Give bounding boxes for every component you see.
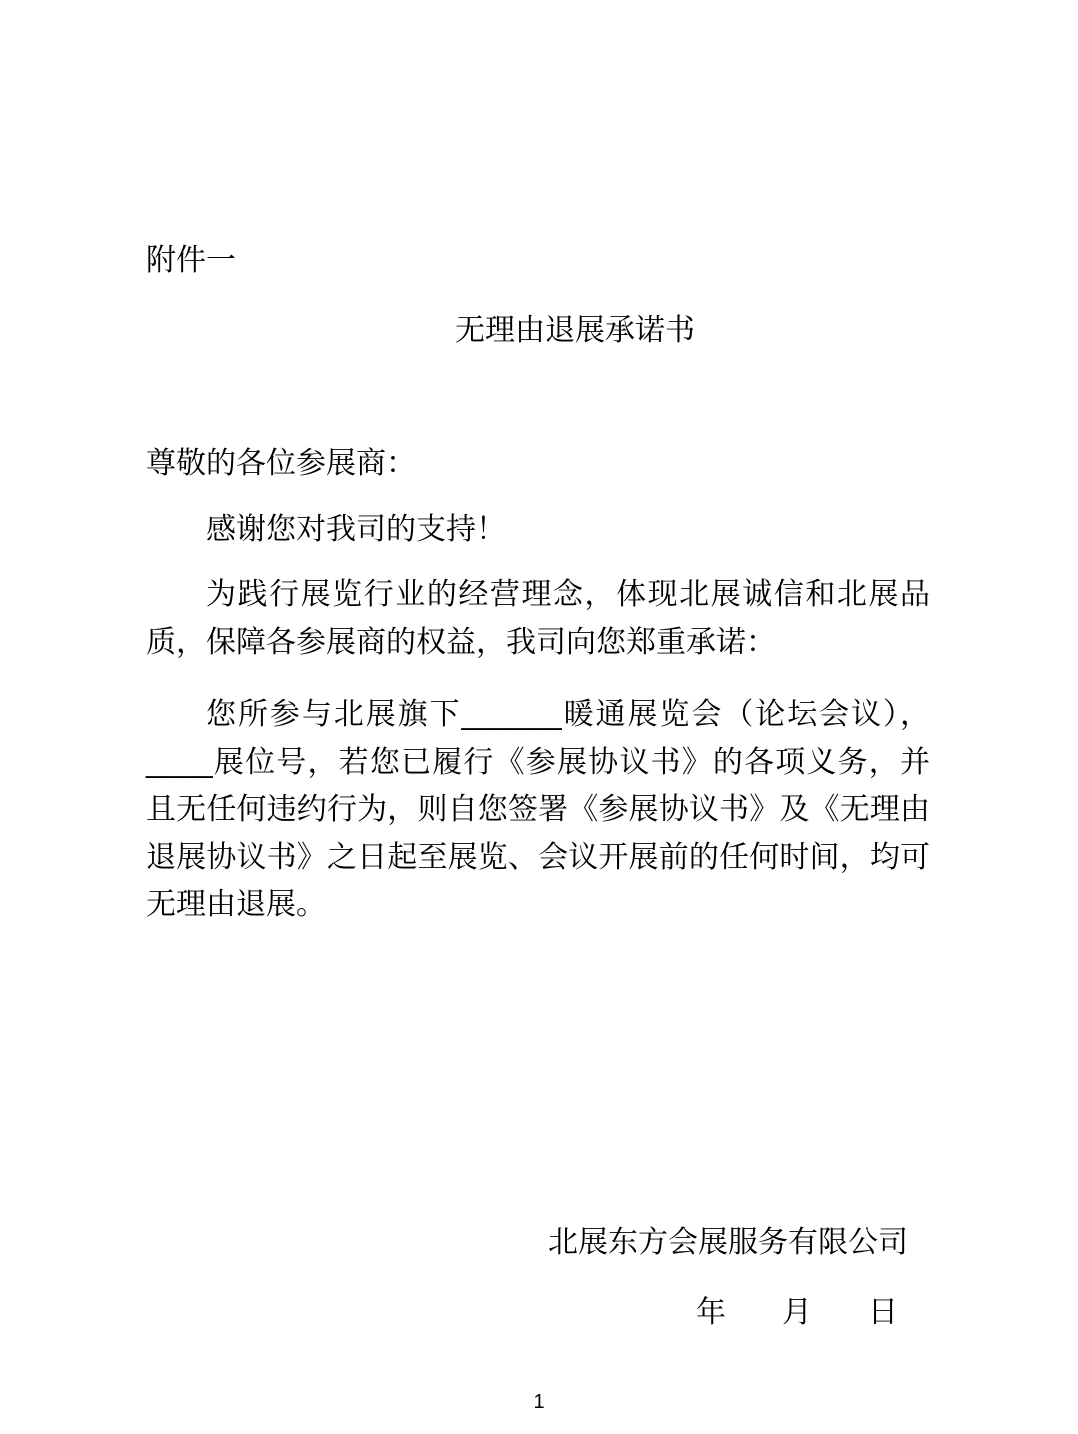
salutation-line: 尊敬的各位参展商：	[146, 447, 416, 480]
document-title: 无理由退展承诺书	[455, 313, 695, 347]
page-number: 1	[533, 1391, 545, 1413]
year-label: 年	[696, 1296, 726, 1329]
day-label: 日	[868, 1296, 898, 1329]
paragraph-commitment-body: 您所参与北展旗下______暖通展览会（论坛会议），____展位号，若您已履行《参展协议书》的各项义务，并且无任何违约行为，则自您签署《参展协议书》及《无理由退展协议书》之日起至展览、会议开展前的任何时间，均可无理由退展。	[146, 698, 930, 921]
company-name: 北展东方会展服务有限公司	[548, 1225, 908, 1259]
attachment-label: 附件一	[146, 244, 236, 277]
date-line	[146, 1289, 930, 1337]
paragraph-thanks: 感谢您对我司的支持！	[206, 512, 506, 546]
paragraph-commitment-intro: 为践行展览行业的经营理念，体现北展诚信和北展品质，保障各参展商的权益，我司向您郑重承诺：	[146, 578, 930, 659]
signature-block	[146, 1219, 930, 1337]
month-label: 月	[782, 1296, 812, 1329]
